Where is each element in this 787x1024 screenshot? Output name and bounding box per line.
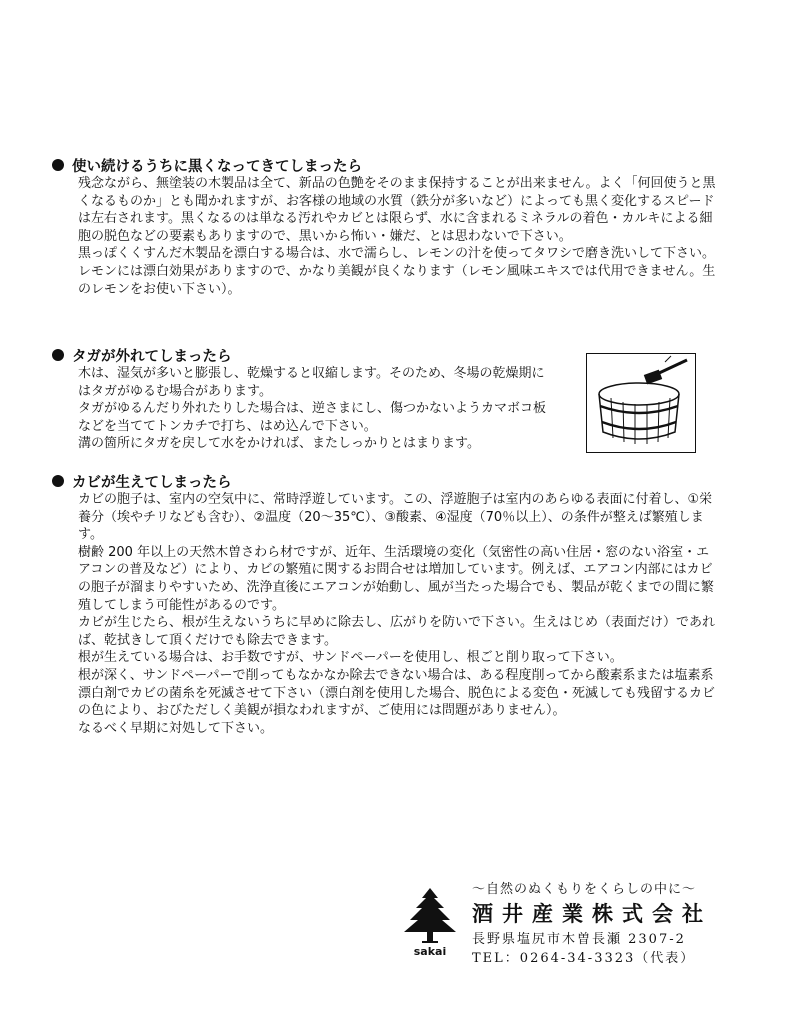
paragraph: 木は、湿気が多いと膨張し、乾燥すると収縮します。そのため、冬場の乾燥期にはタガがゆるむ場合があります。 bbox=[78, 366, 545, 399]
paragraph: 黒っぽくくすんだ木製品を漂白する場合は、水で濡らし、レモンの汁を使ってタワシで磨き洗いして下さい。レモンには漂白効果がありますので、かなり美観が良くなります（レモン風味エキスでは代用できません。生のレモンをお使い下さい）。 bbox=[78, 246, 716, 297]
paragraph: 樹齢 200 年以上の天然木曽さわら材ですが、近年、生活環境の変化（気密性の高い住居・窓のない浴室・エアコンの普及など）により、カビの繁殖に関するお問合せは増加しています。例えば、エアコン内部にはカビの胞子が溜まりやすいため、洗浄直後にエアコンが始動し、風が当たった場合でも、製品が乾くまでの間に繁殖してしまう可能性があるのです。 bbox=[78, 544, 714, 613]
bullet-icon bbox=[52, 159, 64, 171]
address: 長野県塩尻市木曽長瀬 2307-2 bbox=[472, 932, 686, 947]
paragraph: タガがゆるんだり外れたりした場合は、逆さまにし、傷つかないようカマボコ板などを当ててトンカチで打ち、はめ込んで下さい。 bbox=[78, 401, 547, 434]
barrel-illustration bbox=[586, 353, 696, 453]
paragraph: 溝の箇所にタガを戻して水をかければ、またしっかりとはまります。 bbox=[78, 436, 480, 452]
telephone: TEL：0264-34-3323（代表） bbox=[472, 951, 696, 966]
paragraph: 残念ながら、無塗装の木製品は全て、新品の色艶をそのまま保持することが出来ません。よく「何回使うと黒くなるものか」とも聞かれますが、お客様の地域の水質（鉄分が多いなど）によっても黒く変化するスピードは左右されます。黒くなるのは単なる汚れやカビとは限らず、水に含まれるミネラルの着色・カルキによる細胞の脱色などの要素もありますので、黒いから怖い・嫌だ、とは思わないで下さい。 bbox=[78, 176, 716, 244]
company-name: 酒井産業株式会社 bbox=[472, 901, 712, 926]
brand-name: sakai bbox=[413, 945, 447, 958]
paragraph: 根が生えている場合は、お手数ですが、サンドペーパーを使用し、根ごと削り取って下さい。 bbox=[78, 650, 623, 666]
section-blackening bbox=[52, 155, 722, 298]
paragraph: カビの胞子は、室内の空気中に、常時浮遊しています。この、浮遊胞子は室内のあらゆる表面に付着し、①栄養分（埃やチリなども含む）、②温度（20～35℃）、③酸素、④湿度（70％以上）、の条件が整えば繁殖します。 bbox=[78, 492, 713, 543]
section-mold bbox=[52, 471, 722, 737]
section-heading: カビが生えてしまったら bbox=[72, 474, 232, 491]
paragraph: なるべく早期に対処して下さい。 bbox=[78, 720, 274, 736]
paragraph: 根が深く、サンドペーパーで削ってもなかなか除去できない場合は、ある程度削ってから酸素系または塩素系漂白剤でカビの菌糸を死滅させて下さい（漂白剤を使用した場合、脱色による変色・死滅しても残留するカビの色により、おびただしく美観が損なわれますが、ご使用には問題がありません）。 bbox=[78, 667, 716, 719]
bullet-icon bbox=[52, 475, 64, 487]
sakai-tree-logo bbox=[400, 886, 460, 961]
paragraph: カビが生じたら、根が生えないうちに早めに除去し、広がりを防いで下さい。生えはじめ（表面だけ）であれば、乾拭きして頂くだけでも除去できます。 bbox=[78, 615, 716, 648]
bullet-icon bbox=[52, 349, 64, 361]
tagline: ～自然のぬくもりをくらしの中に～ bbox=[472, 882, 697, 897]
section-heading: タガが外れてしまったら bbox=[72, 348, 232, 365]
section-heading: 使い続けるうちに黒くなってきてしまったら bbox=[72, 158, 362, 175]
company-info bbox=[472, 878, 712, 966]
